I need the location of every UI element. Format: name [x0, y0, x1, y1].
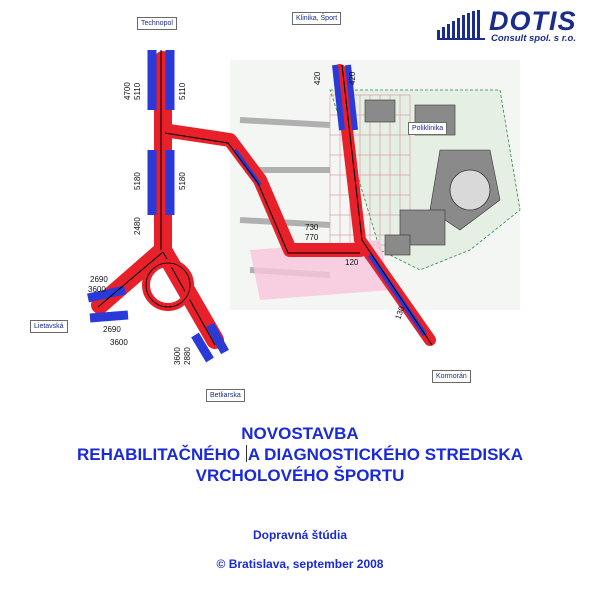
traffic-number: 730: [305, 223, 319, 232]
traffic-number: 3600: [110, 338, 128, 347]
traffic-number: 3600: [173, 347, 182, 365]
label-poliklinika: Poliklinika: [408, 122, 447, 135]
title-line-3: VRCHOLOVÉHO ŠPORTU: [195, 466, 405, 485]
label-betliarska: Betliarska: [206, 389, 245, 402]
logo-name: DOTIS: [489, 6, 577, 36]
traffic-number: 3600: [88, 285, 106, 294]
label-lietavska: Lietavská: [30, 320, 68, 333]
traffic-number: 5110: [133, 82, 142, 100]
traffic-number: 420: [348, 71, 357, 85]
traffic-number: 130: [393, 305, 407, 321]
label-technopol: Technopol: [137, 17, 177, 30]
label-kormoran: Kormorán: [432, 370, 471, 383]
traffic-number: 770: [305, 233, 319, 242]
title-line-2: [0, 444, 600, 465]
traffic-number: 2480: [133, 217, 142, 235]
traffic-number: 5180: [133, 172, 142, 190]
title-line-1: NOVOSTAVBA: [241, 424, 359, 443]
logo-tagline: Consult spol. s r.o.: [491, 33, 576, 44]
project-title: [0, 423, 600, 486]
traffic-number: 420: [313, 71, 322, 85]
traffic-number: 2690: [90, 275, 108, 284]
title-line-2b: A DIAGNOSTICKÉHO STREDISKA: [247, 445, 523, 464]
round-building: [450, 170, 490, 210]
title-line-2a: REHABILITAČNÉHO: [77, 445, 241, 464]
study-type: Dopravná štúdia: [252, 528, 348, 542]
text-cursor-icon: [246, 445, 247, 462]
traffic-number: 2880: [183, 347, 192, 365]
label-klinika-sport: Klinika, Šport: [292, 12, 341, 25]
traffic-number: 120: [345, 258, 359, 267]
traffic-number: 5110: [178, 82, 187, 100]
copyright-date: © Bratislava, september 2008: [216, 557, 384, 571]
traffic-number: 4700: [123, 82, 132, 100]
traffic-number: 5180: [178, 172, 187, 190]
traffic-number: 2690: [103, 325, 121, 334]
